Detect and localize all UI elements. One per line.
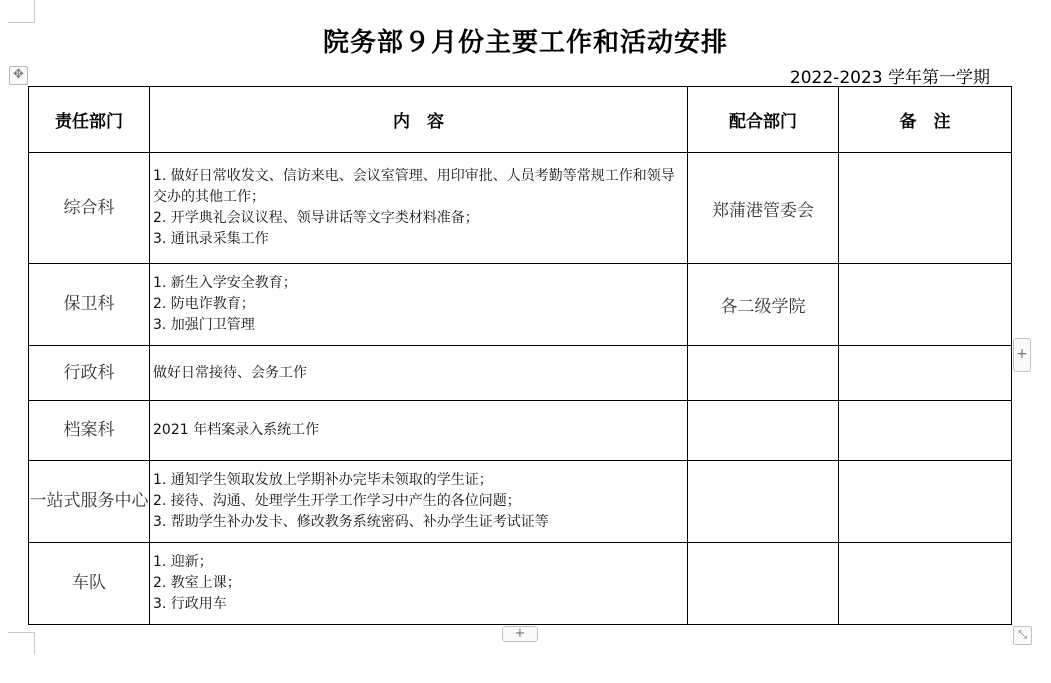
- content-item: 2. 开学典礼会议议程、领导讲话等文字类材料准备；: [153, 210, 479, 226]
- department-cell[interactable]: 一站式服务中心: [29, 461, 150, 543]
- department-cell[interactable]: 行政科: [29, 346, 150, 401]
- content-item: 3. 加强门卫管理: [153, 317, 255, 333]
- content-cell[interactable]: [150, 401, 688, 461]
- partner-cell[interactable]: [688, 401, 839, 461]
- department-cell[interactable]: 档案科: [29, 401, 150, 461]
- content-cell[interactable]: [150, 461, 688, 543]
- content-item: 1. 通知学生领取发放上学期补办完毕未领取的学生证；: [153, 472, 493, 488]
- note-cell[interactable]: [839, 346, 1012, 401]
- content-item: 1. 做好日常收发文、信访来电、会议室管理、用印审批、人员考勤等常规工作和领导交办的其他工作；: [153, 168, 675, 205]
- work-schedule-table: [28, 86, 1012, 625]
- header-note: 备 注: [839, 87, 1012, 153]
- content-item: 做好日常接待、会务工作: [153, 364, 307, 381]
- add-row-plus-icon[interactable]: +: [502, 626, 538, 642]
- content-item: 3. 帮助学生补办发卡、修改教务系统密码、补办学生证考试证等: [153, 514, 549, 530]
- content-item: 2021 年档案录入系统工作: [153, 422, 320, 438]
- content-item: 2. 接待、沟通、处理学生开学工作学习中产生的各位问题；: [153, 493, 521, 509]
- partner-cell[interactable]: [688, 346, 839, 401]
- partner-cell[interactable]: [688, 461, 839, 543]
- department-cell[interactable]: 车队: [29, 543, 150, 625]
- table-row: [29, 153, 1012, 264]
- header-department: 责任部门: [29, 87, 150, 153]
- school-year-label: 2022-2023 学年第一学期: [789, 68, 990, 88]
- content-cell[interactable]: [150, 264, 688, 346]
- note-cell[interactable]: [839, 401, 1012, 461]
- content-cell[interactable]: [150, 346, 688, 401]
- note-cell[interactable]: [839, 543, 1012, 625]
- note-cell[interactable]: [839, 461, 1012, 543]
- note-cell[interactable]: [839, 264, 1012, 346]
- table-move-icon[interactable]: ✥: [9, 66, 28, 85]
- content-item: 2. 教室上课；: [153, 575, 241, 591]
- content-cell[interactable]: [150, 153, 688, 264]
- table-resize-icon[interactable]: ⤡: [1013, 626, 1032, 645]
- header-content: 内 容: [150, 87, 688, 153]
- table-row: [29, 401, 1012, 461]
- note-cell[interactable]: [839, 153, 1012, 264]
- crop-mark-top-left: [8, 0, 35, 23]
- crop-mark-bottom-left: [8, 632, 35, 655]
- partner-cell[interactable]: 各二级学院: [688, 264, 839, 346]
- partner-cell[interactable]: [688, 543, 839, 625]
- table-header-row: [29, 87, 1012, 153]
- table-row: [29, 461, 1012, 543]
- content-cell[interactable]: [150, 543, 688, 625]
- table-row: [29, 346, 1012, 401]
- department-cell[interactable]: 综合科: [29, 153, 150, 264]
- document-title: 院务部９月份主要工作和活动安排: [322, 28, 728, 58]
- content-item: 1. 新生入学安全教育；: [153, 275, 297, 291]
- content-item: 3. 行政用车: [153, 596, 227, 612]
- department-cell[interactable]: 保卫科: [29, 264, 150, 346]
- content-item: 3. 通讯录采集工作: [153, 231, 269, 247]
- content-item: 2. 防电诈教育；: [153, 296, 255, 312]
- add-column-plus-icon[interactable]: +: [1013, 338, 1031, 372]
- table-row: [29, 543, 1012, 625]
- table-row: [29, 264, 1012, 346]
- partner-cell[interactable]: 郑蒲港管委会: [688, 153, 839, 264]
- header-partner: 配合部门: [688, 87, 839, 153]
- content-item: 1. 迎新；: [153, 554, 213, 570]
